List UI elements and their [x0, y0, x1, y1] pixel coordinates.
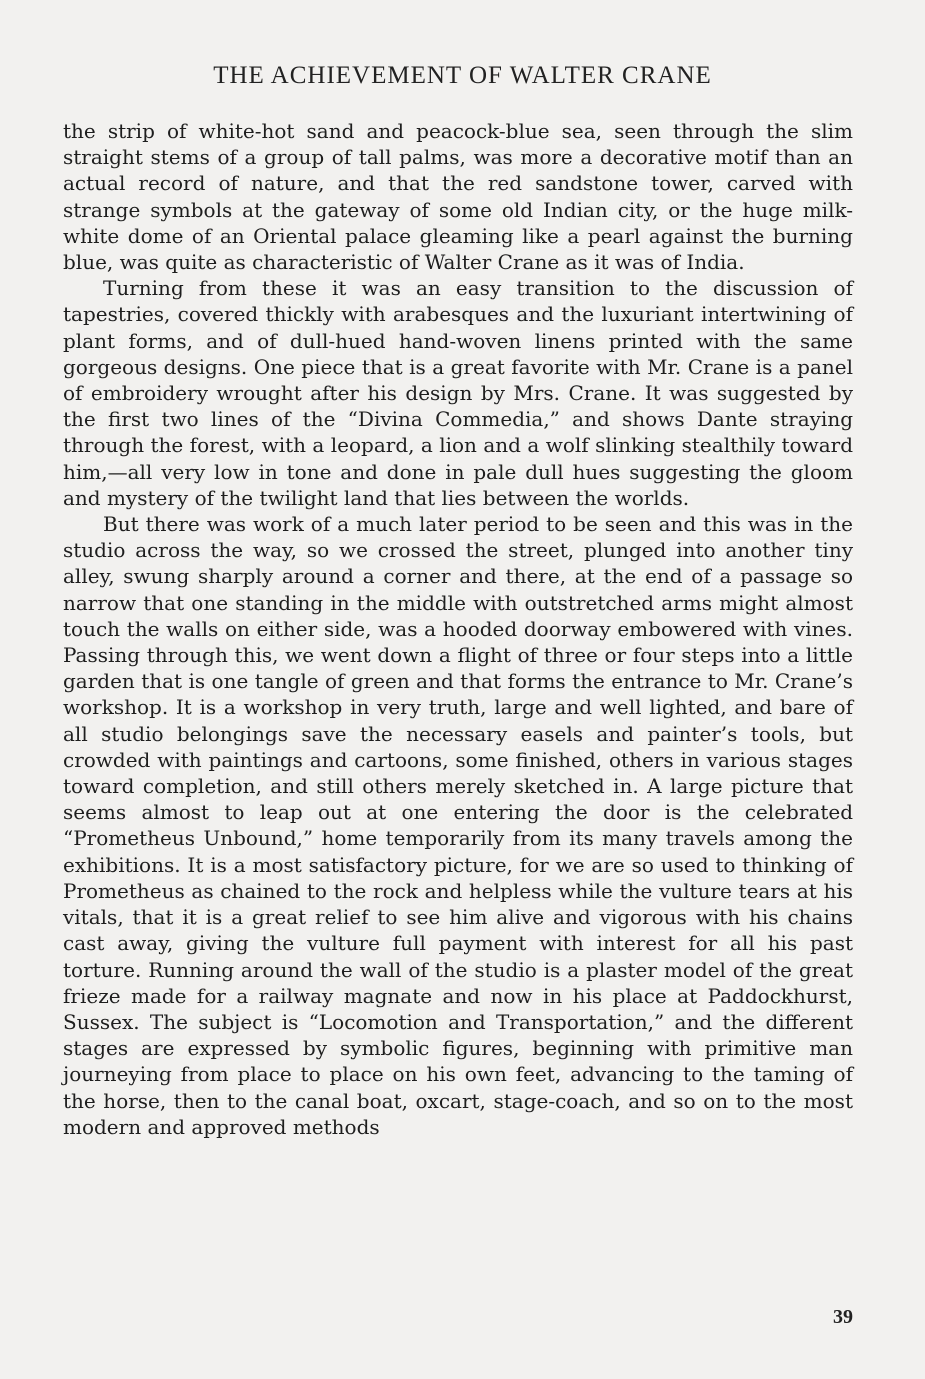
running-head: THE ACHIEVEMENT OF WALTER CRANE [213, 62, 712, 89]
paragraph-1: the strip of white-hot sand and peacock-blue sea, seen through the slim straight stems of a group of tall palms, was more a decorative motif than an actual record of nature, and that the red sandstone tower, carved with strange symbols at the gateway of some old Indian city, or the huge milk-white dome of an Oriental palace gleaming like a pearl against the burning blue, was quite as characteristic of Walter Crane as it was of India. [63, 119, 853, 275]
paragraph-2: Turning from these it was an easy transition to the discussion of tapestries, covered thickly with arabesques and the luxuriant intertwining of plant forms, and of dull-hued hand-woven linens printed with the same gorgeous designs. One piece that is a great favorite with Mr. Crane is a panel of embroidery wrought after his design by Mrs. Crane. It was suggested by the first two lines of the “Divina Commedia,” and shows Dante straying through the forest, with a leopard, a lion and a wolf slinking stealthily toward him,—all very low in tone and done in pale dull hues suggesting the gloom and mystery of the twilight land that lies between the worlds. [63, 276, 853, 510]
body-text [63, 118, 853, 1140]
page-number: 39 [833, 1306, 853, 1328]
paragraph-3: But there was work of a much later period to be seen and this was in the studio across the way, so we crossed the street, plunged into another tiny alley, swung sharply around a corner and there, at the end of a passage so narrow that one standing in the middle with outstretched arms might almost touch the walls on either side, was a hooded doorway embowered with vines. Passing through this, we went down a flight of three or four steps into a little garden that is one tangle of green and that forms the entrance to Mr. Crane’s workshop. It is a workshop in very truth, large and well lighted, and bare of all studio belongings save the necessary easels and painter’s tools, but crowded with paintings and cartoons, some finished, others in various stages toward completion, and still others merely sketched in. A large picture that seems almost to leap out at one entering the door is the celebrated “Prometheus Unbound,” home temporarily from its many travels among the exhibitions. It is a most satisfactory picture, for we are so used to thinking of Prometheus as chained to the rock and helpless while the vulture tears at his vitals, that it is a great relief to see him alive and vigorous with his chains cast away, giving the vulture full payment with interest for all his past torture. Running around the wall of the studio is a plaster model of the great frieze made for a railway magnate and now in his place at Paddockhurst, Sussex. The subject is “Locomotion and Transportation,” and the different stages are expressed by symbolic figures, beginning with primitive man journeying from place to place on his own feet, advancing to the taming of the horse, then to the canal boat, oxcart, stage-coach, and so on to the most modern and approved methods [63, 512, 853, 1139]
